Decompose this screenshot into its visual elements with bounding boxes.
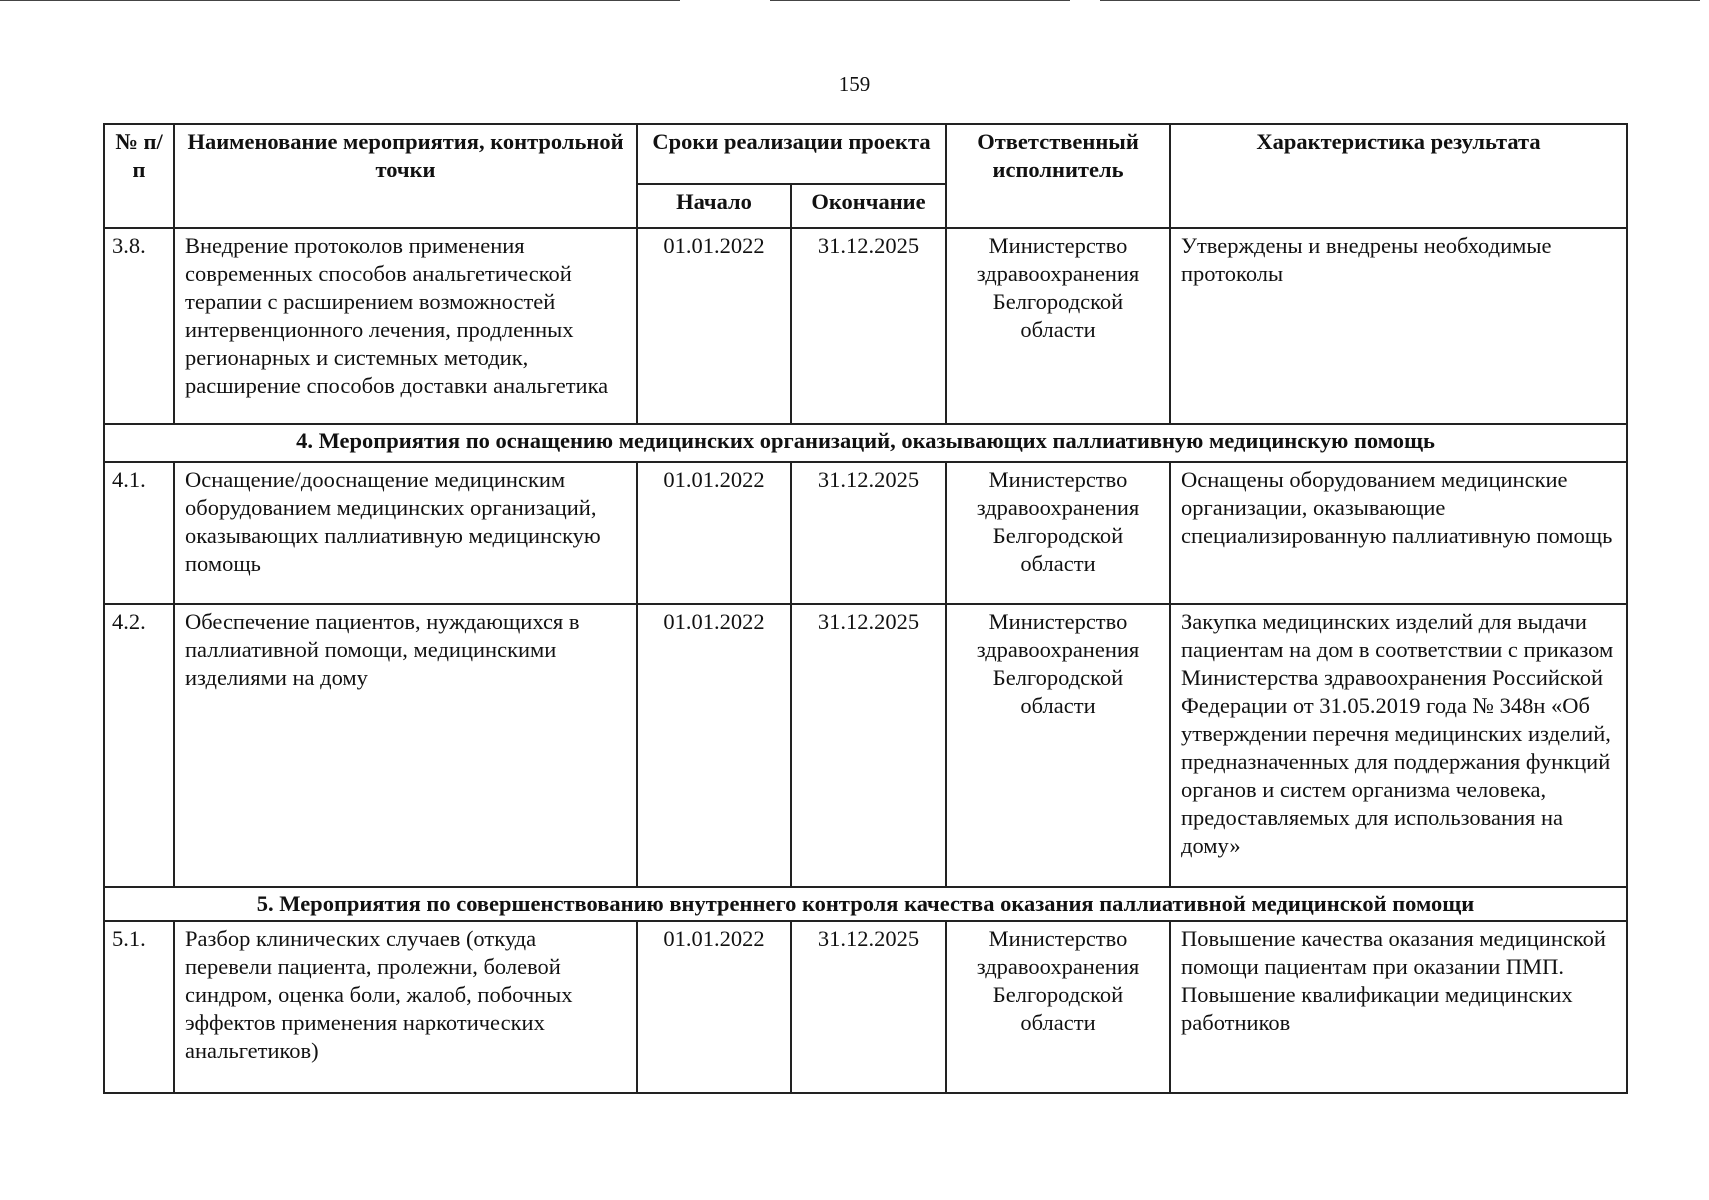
row-result: Закупка медицинских изделий для выдачи пациентам на дом в соответствии с приказом Министерства здравоохранения Российской Федерации от 31.05.2019 года № 348н «Об утверждении перечня медицинских изделий, предназначенных для поддержания функций органов и систем организма человека, предоставляемых для использования на дому» — [1170, 604, 1627, 887]
header-end: Окончание — [791, 184, 946, 228]
scan-edge-line — [0, 0, 680, 1]
section-row — [104, 424, 1627, 462]
row-end: 31.12.2025 — [791, 921, 946, 1093]
row-result: Оснащены оборудованием медицинские организации, оказывающие специализированную паллиативную помощь — [1170, 462, 1627, 604]
table-row — [104, 462, 1627, 604]
row-name: Оснащение/дооснащение медицинским оборудованием медицинских организаций, оказывающих паллиативную медицинскую помощь — [174, 462, 637, 604]
scan-edge-line — [1100, 0, 1700, 1]
row-result — [1170, 921, 1627, 1093]
row-start: 01.01.2022 — [637, 921, 791, 1093]
row-name: Разбор клинических случаев (откуда перевели пациента, пролежни, болевой синдром, оценка боли, жалоб, побочных эффектов применения наркотических анальгетиков) — [174, 921, 637, 1093]
table-row — [104, 921, 1627, 1093]
row-num: 4.2. — [104, 604, 174, 887]
row-responsible: Министерство здравоохранения Белгородской области — [946, 228, 1170, 424]
header-period: Сроки реализации проекта — [637, 124, 946, 184]
page-number: 159 — [838, 72, 871, 96]
header-row — [104, 124, 1627, 184]
header-start: Начало — [637, 184, 791, 228]
section-title: 4. Мероприятия по оснащению медицинских организаций, оказывающих паллиативную медицинскую помощь — [104, 424, 1627, 462]
row-name: Внедрение протоколов применения современных способов анальгетической терапии с расширением возможностей интервенционного лечения, продленных регионарных и системных методик, расширение способов доставки анальгетика — [174, 228, 637, 424]
header-responsible: Ответственный исполнитель — [946, 124, 1170, 228]
row-name: Обеспечение пациентов, нуждающихся в паллиативной помощи, медицинскими изделиями на дому — [174, 604, 637, 887]
row-start: 01.01.2022 — [637, 462, 791, 604]
row-num: 4.1. — [104, 462, 174, 604]
header-result: Характеристика результата — [1170, 124, 1627, 228]
header-name: Наименование мероприятия, контрольной точки — [174, 124, 637, 228]
row-result: Утверждены и внедрены необходимые протоколы — [1170, 228, 1627, 424]
row-start: 01.01.2022 — [637, 604, 791, 887]
row-responsible: Министерство здравоохранения Белгородской области — [946, 921, 1170, 1093]
row-start: 01.01.2022 — [637, 228, 791, 424]
row-num: 3.8. — [104, 228, 174, 424]
header-num: № п/п — [104, 124, 174, 228]
section-row — [104, 887, 1627, 921]
result-line: Повышение качества оказания медицинской помощи пациентам при оказании ПМП. — [1181, 926, 1606, 979]
row-end: 31.12.2025 — [791, 228, 946, 424]
table-row — [104, 228, 1627, 424]
row-responsible: Министерство здравоохранения Белгородской области — [946, 604, 1170, 887]
activities-table — [103, 123, 1628, 1094]
row-num: 5.1. — [104, 921, 174, 1093]
result-line: Повышение квалификации медицинских работников — [1181, 982, 1573, 1035]
row-end: 31.12.2025 — [791, 604, 946, 887]
scan-edge-line — [770, 0, 1070, 1]
section-title: 5. Мероприятия по совершенствованию внутреннего контроля качества оказания паллиативной медицинской помощи — [104, 887, 1627, 921]
row-responsible: Министерство здравоохранения Белгородской области — [946, 462, 1170, 604]
table-row — [104, 604, 1627, 887]
row-end: 31.12.2025 — [791, 462, 946, 604]
